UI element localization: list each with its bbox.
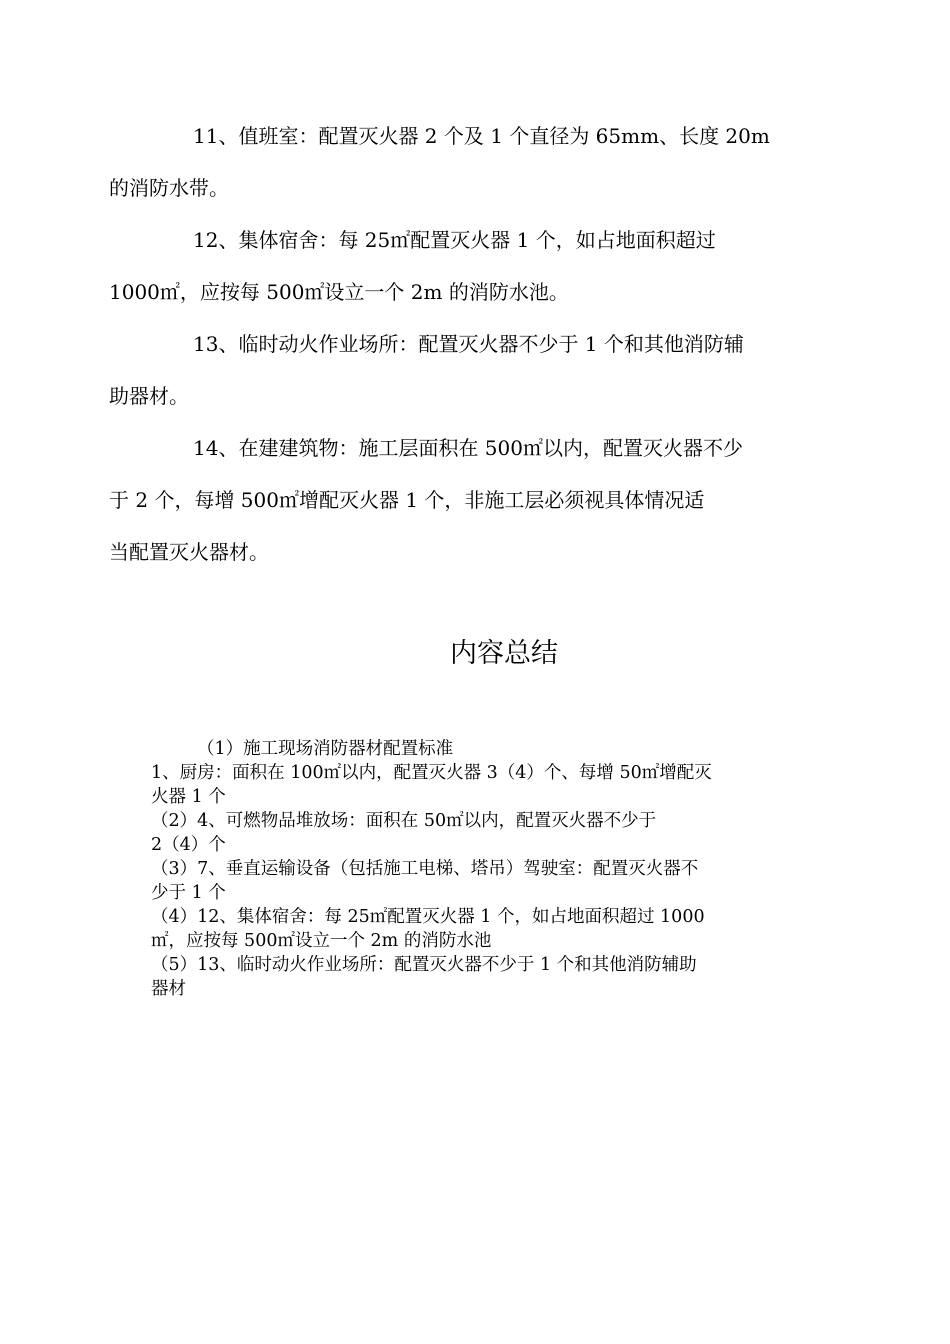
summary-section — [151, 737, 811, 1001]
paragraph-line: 的消防水带。 — [109, 176, 229, 200]
summary-line: 火器 1 个 — [151, 787, 226, 807]
summary-title: 内容总结 — [450, 638, 558, 669]
summary-line: 少于 1 个 — [151, 883, 226, 903]
summary-line: 2（4）个 — [151, 835, 226, 855]
paragraph-line: 1000㎡，应按每 500㎡设立一个 2m 的消防水池。 — [109, 280, 569, 304]
paragraph-line: 14、在建建筑物：施工层面积在 500㎡以内，配置灭火器不少 — [193, 436, 743, 460]
paragraph-line: 12、集体宿舍：每 25㎡配置灭火器 1 个，如占地面积超过 — [193, 228, 716, 252]
paragraph-13 — [109, 318, 799, 422]
summary-line: ㎡，应按每 500㎡设立一个 2m 的消防水池 — [151, 931, 492, 951]
paragraph-14 — [109, 422, 799, 578]
paragraph-line: 当配置灭火器材。 — [109, 540, 269, 564]
paragraph-line: 11、值班室：配置灭火器 2 个及 1 个直径为 65mm、长度 20m — [193, 124, 770, 148]
summary-line: （3）7、垂直运输设备（包括施工电梯、塔吊）驾驶室：配置灭火器不 — [151, 859, 699, 879]
paragraph-12 — [109, 214, 799, 318]
paragraph-11 — [109, 110, 799, 214]
paragraph-line: 于 2 个，每增 500㎡增配灭火器 1 个，非施工层必须视具体情况适 — [109, 488, 705, 512]
body-section — [109, 110, 799, 578]
paragraph-line: 助器材。 — [109, 384, 189, 408]
paragraph-line: 13、临时动火作业场所：配置灭火器不少于 1 个和其他消防辅 — [193, 332, 744, 356]
summary-line: （4）12、集体宿舍：每 25㎡配置灭火器 1 个，如占地面积超过 1000 — [151, 907, 705, 927]
summary-line: （5）13、临时动火作业场所：配置灭火器不少于 1 个和其他消防辅助 — [151, 955, 697, 975]
summary-line: （1）施工现场消防器材配置标准 — [197, 739, 454, 759]
summary-line: （2）4、可燃物品堆放场：面积在 50㎡以内，配置灭火器不少于 — [151, 811, 657, 831]
summary-line: 1、厨房：面积在 100㎡以内，配置灭火器 3（4）个、每增 50㎡增配灭 — [151, 763, 712, 783]
summary-line: 器材 — [151, 979, 186, 999]
